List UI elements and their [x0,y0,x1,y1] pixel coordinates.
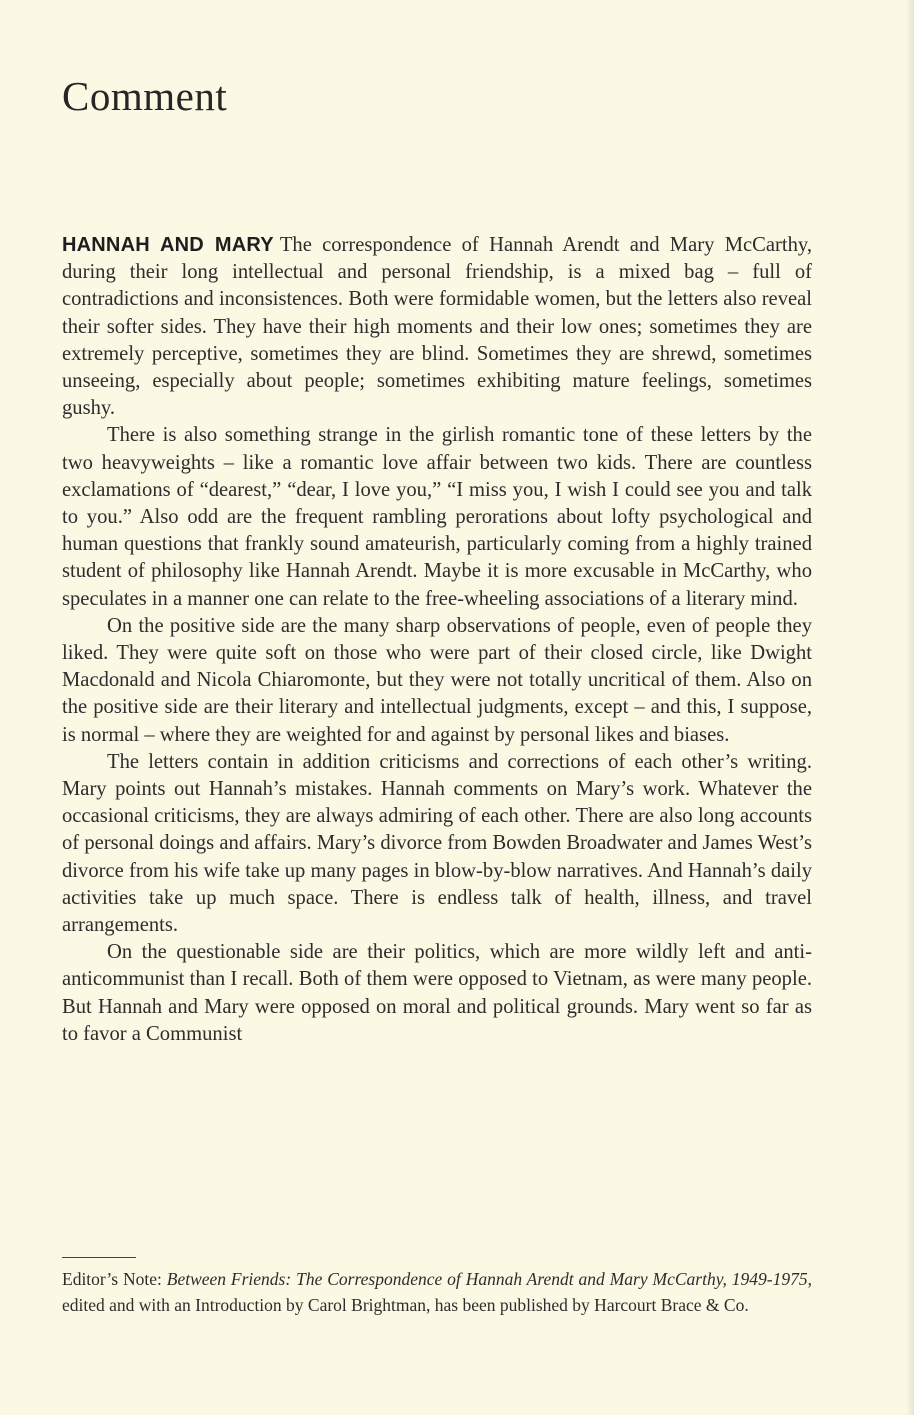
section-heading: HANNAH AND MARY [62,234,274,256]
paragraph-5: On the questionable side are their politics, which are more wildly left and anti-anticommunist than I recall. Both of them were opposed to Vietnam, as were many people. But Hannah and Mary were opposed on moral and political grounds. Mary went so far as to favor a Communist [62,941,812,1045]
page-edge-shadow [906,0,914,1415]
paragraph-1-text: The correspondence of Hannah Arendt and Mary McCarthy, during their long intellectual and personal friendship, is a mixed bag – full of contradictions and inconsistences. Both were formidable women, but the letters also reveal their softer sides. They have their high moments and their low ones; sometimes they are extremely perceptive, sometimes they are blind. Sometimes they are shrewd, sometimes unseeing, especially about people; sometimes exhibiting mature feelings, sometimes gushy. [62,234,813,420]
paragraph-1 [62,232,812,422]
paragraph-2: There is also something strange in the girlish romantic tone of these letters by the two heavyweights – like a romantic love affair between two kids. There are countless exclamations of “dearest,” “dear, I love you,” “I miss you, I wish I could see you and talk to you.” Also odd are the frequent rambling perorations about lofty psychological and human questions that frankly sound amateurish, particularly coming from a highly trained student of philosophy like Hannah Arendt. Maybe it is more excusable in McCarthy, who speculates in a manner one can relate to the free-wheeling associations of a literary mind. [62,424,812,610]
footnote-suffix: , edited and with an Introduction by Carol Brightman, has been published by Harcourt Brace & Co. [62,1269,812,1315]
page-title: Comment [62,73,228,119]
footnote-prefix: Editor’s Note: [62,1269,167,1289]
paragraph-4: The letters contain in addition criticisms and corrections of each other’s writing. Mary points out Hannah’s mistakes. Hannah comments on Mary’s work. Whatever the occasional criticisms, they are always admiring of each other. There are also long accounts of personal doings and affairs. Mary’s divorce from Bowden Broadwater and James West’s divorce from his wife take up many pages in blow-by-blow narratives. And Hannah’s daily activities take up much space. There is endless talk of health, illness, and travel arrangements. [62,750,812,937]
footnote-book-title: Between Friends: The Correspondence of Hannah Arendt and Mary McCarthy, 1949-1975 [166,1269,808,1289]
paragraph-3: On the positive side are the many sharp observations of people, even of people they liked. They were quite soft on those who were part of their closed circle, like Dwight Macdonald and Nicola Chiaromonte, but they were not totally uncritical of them. Also on the positive side are their literary and intellectual judgments, except – and this, I suppose, is normal – where they are weighted for and against by personal likes and biases. [62,614,812,746]
editors-note [62,1266,812,1318]
footnote-divider [62,1257,136,1258]
article-body [62,232,812,1048]
